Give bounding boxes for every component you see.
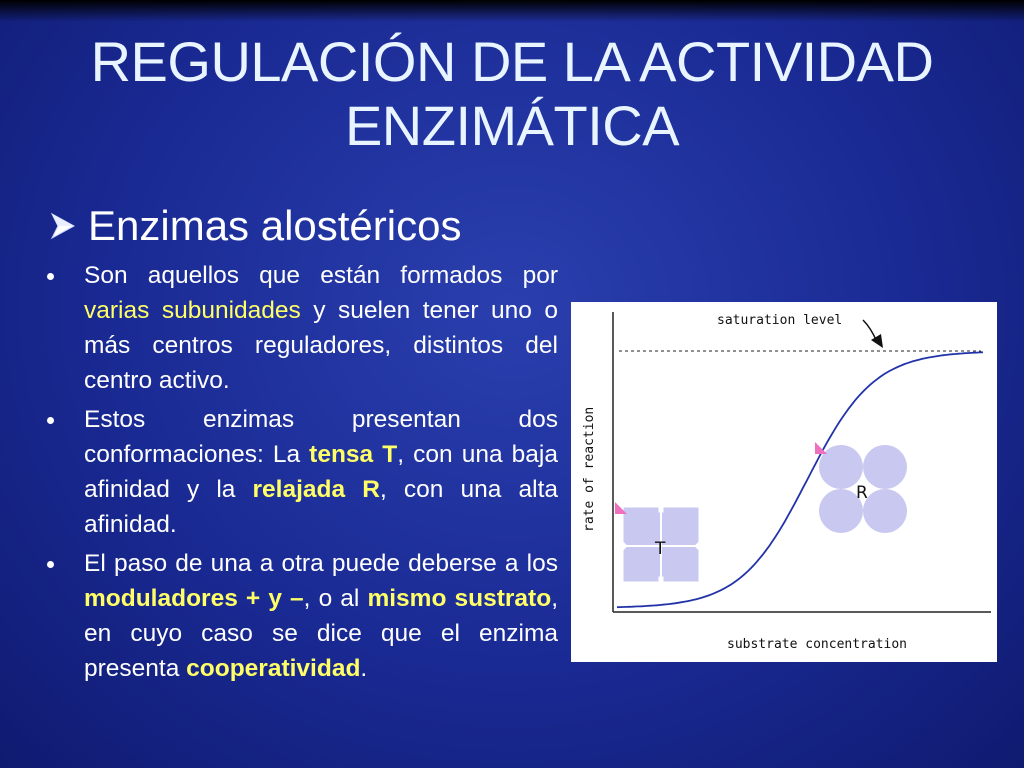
bullet-text-segment: Son aquellos que están formados por [84,262,558,289]
r-state-block [817,443,909,535]
bullet-list [44,258,558,690]
bullet-text-segment: mismo sustrato [367,585,552,612]
y-axis-label: rate of reaction [582,406,597,532]
r-marker [815,442,827,454]
allosteric-kinetics-figure [571,302,997,662]
bullet-text-segment: El paso de una a otra puede deberse a los [84,550,558,577]
bullet-text-segment: , con una alta afinidad. [84,476,559,538]
bullet-dot-icon [47,273,54,280]
saturation-label: saturation level [717,313,843,328]
bullet-text-segment: y suelen tener uno o más centros reguladores, distintos del centro activo. [84,297,559,394]
figure-canvas [571,302,997,662]
bullet-item-2 [44,402,558,542]
title-line-2: ENZIMÁTICA [344,94,680,157]
t-state-label: T [655,539,666,559]
bullet-text-segment: , en cuyo caso se dice que el enzima presenta [84,585,558,682]
x-axis-label: substrate concentration [727,637,908,652]
saturation-arrowhead [871,334,883,348]
bullet-item-3 [44,546,558,686]
arrow-bullet-icon [48,211,78,241]
bullet-item-1 [44,258,558,398]
bullet-text-segment: , con una baja afinidad y la [84,441,558,503]
title-line-1: REGULACIÓN DE LA ACTIVIDAD [90,30,934,93]
top-shadow-band [0,0,1024,22]
r-state-label: R [856,483,868,503]
bullet-text-segment: varias subunidades [84,297,301,324]
bullet-text-segment: , o al [303,585,368,612]
bullet-dot-icon [47,561,54,568]
heading-text: Enzimas alostéricos [88,202,462,249]
bullet-text-segment: relajada R [252,476,380,503]
bullet-text-segment: cooperatividad [186,655,361,682]
bullet-dot-icon [47,417,54,424]
t-state-block [623,507,699,582]
bullet-text-segment: . [360,655,368,682]
section-heading [48,198,461,254]
bullet-text-segment: tensa T [309,441,398,468]
bullet-text-segment: moduladores + y – [84,585,304,612]
slide-title [0,30,1024,158]
bullet-text-segment: Estos enzimas presentan dos conformaciones: La [84,406,558,468]
